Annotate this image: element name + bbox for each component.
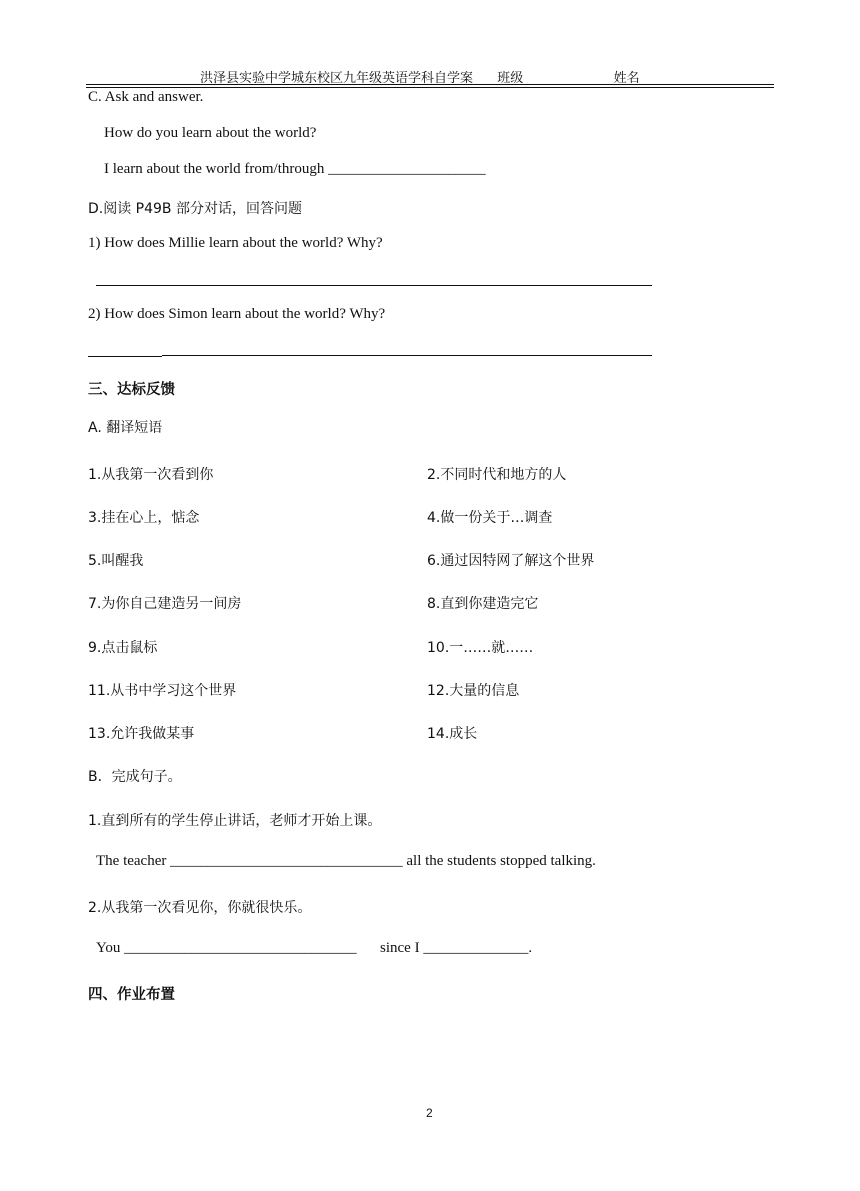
part-4-heading: 四、作业布置 bbox=[88, 987, 175, 1003]
sentence-2-english-a: You _______________________________ bbox=[96, 940, 357, 956]
phrase-item: 13.允许我做某事 bbox=[88, 726, 195, 742]
header-rule-double bbox=[86, 87, 774, 88]
section-d-heading: D.阅读 P49B 部分对话，回答问题 bbox=[88, 201, 302, 217]
answer-line-2a bbox=[88, 356, 162, 357]
phrase-item: 2.不同时代和地方的人 bbox=[427, 467, 567, 483]
part-3-b-heading: B．完成句子。 bbox=[88, 769, 182, 785]
class-field: 班级____________ bbox=[497, 71, 602, 86]
phrase-item: 10.一……就…… bbox=[427, 640, 534, 656]
section-d-question-1: 1) How does Millie learn about the world? Why? bbox=[88, 235, 383, 251]
phrase-item: 8.直到你建造完它 bbox=[427, 596, 539, 612]
phrase-item: 5.叫醒我 bbox=[88, 553, 144, 569]
sentence-2-english-b: since I ______________. bbox=[380, 940, 533, 956]
header-rule bbox=[86, 84, 774, 85]
section-c-question: How do you learn about the world? bbox=[104, 125, 317, 141]
answer-line-1 bbox=[96, 285, 652, 286]
header-title: 洪泽县实验中学城东校区九年级英语学科自学案 bbox=[200, 71, 474, 86]
part-3-a-heading: A. 翻译短语 bbox=[88, 420, 163, 436]
section-c-heading: C. Ask and answer. bbox=[88, 89, 204, 105]
name-field: 姓名_______________ bbox=[613, 71, 738, 86]
part-3-heading: 三、达标反馈 bbox=[88, 382, 175, 398]
phrase-item: 11.从书中学习这个世界 bbox=[88, 683, 237, 699]
phrase-item: 7.为你自己建造另一间房 bbox=[88, 596, 242, 612]
page-number: 2 bbox=[426, 1106, 433, 1120]
phrase-item: 3.挂在心上，惦念 bbox=[88, 510, 200, 526]
phrase-item: 6.通过因特网了解这个世界 bbox=[427, 553, 595, 569]
answer-line-2b bbox=[162, 355, 652, 356]
phrase-item: 1.从我第一次看到你 bbox=[88, 467, 214, 483]
phrase-item: 9.点击鼠标 bbox=[88, 640, 158, 656]
section-d-question-2: 2) How does Simon learn about the world? Why? bbox=[88, 306, 386, 322]
sentence-1-chinese: 1.直到所有的学生停止讲话，老师才开始上课。 bbox=[88, 813, 382, 829]
phrase-item: 4.做一份关于…调查 bbox=[427, 510, 553, 526]
phrase-item: 12.大量的信息 bbox=[427, 683, 520, 699]
phrase-item: 14.成长 bbox=[427, 726, 478, 742]
section-c-answer: I learn about the world from/through _____________________ bbox=[104, 161, 486, 177]
sentence-1-english: The teacher _______________________________ all the students stopped talking. bbox=[96, 853, 596, 869]
sentence-2-chinese: 2.从我第一次看见你，你就很快乐。 bbox=[88, 900, 312, 916]
